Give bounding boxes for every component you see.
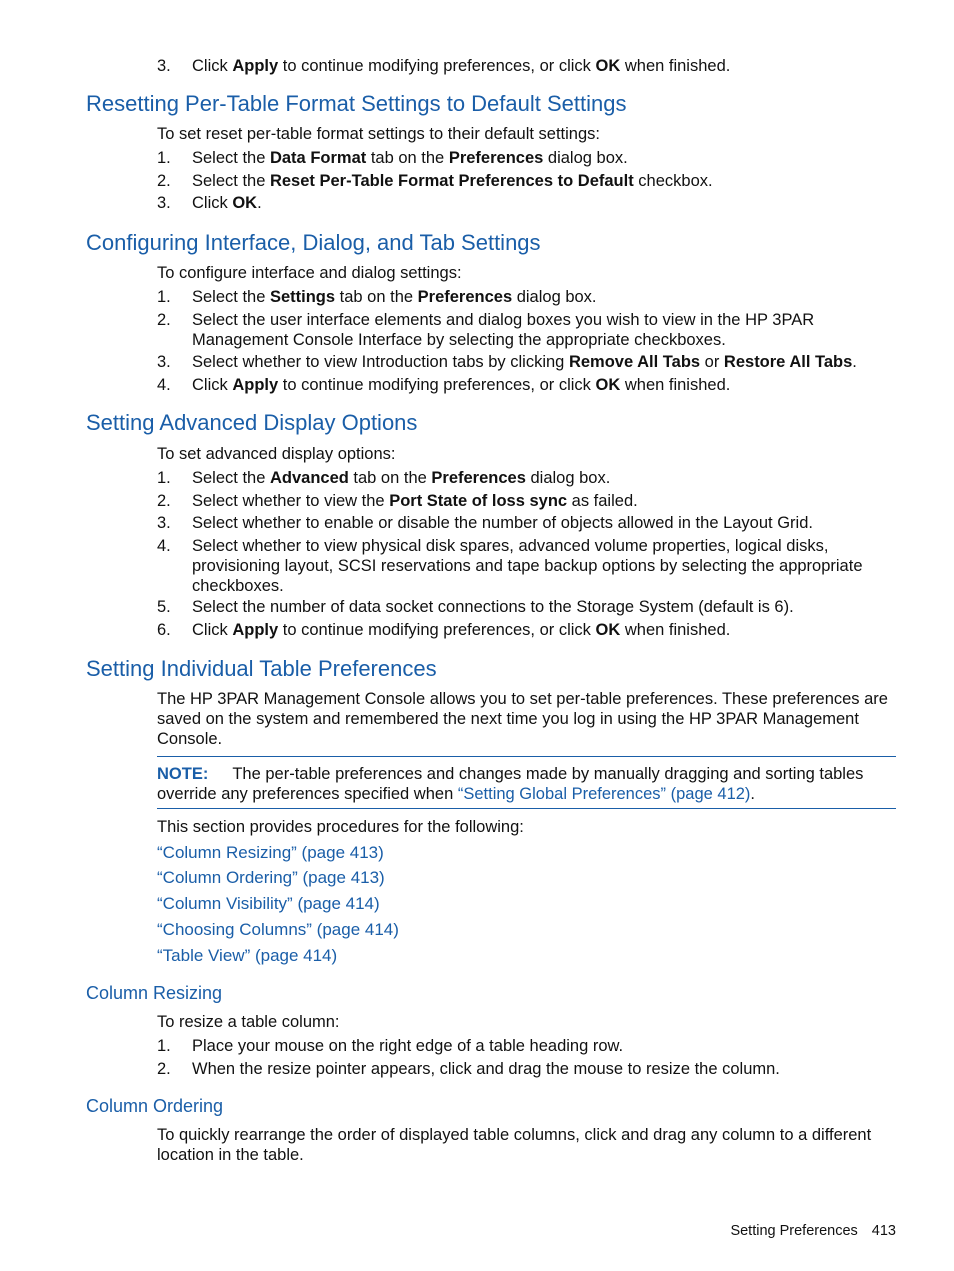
note-bottom-rule — [157, 808, 896, 809]
link-table-view[interactable]: “Table View” (page 414) — [157, 946, 338, 965]
subsection-heading-ordering: Column Ordering — [86, 1096, 224, 1116]
section-intro: To configure interface and dialog settings: — [157, 264, 462, 282]
link-column-ordering[interactable]: “Column Ordering” (page 413) — [157, 868, 385, 887]
list-item: 2. When the resize pointer appears, click and drag the mouse to resize the column. — [157, 1060, 780, 1078]
note-top-rule — [157, 756, 896, 757]
section-intro: To resize a table column: — [157, 1013, 340, 1031]
link-choosing-columns[interactable]: “Choosing Columns” (page 414) — [157, 920, 399, 939]
list-item: 5. Select the number of data socket connections to the Storage System (default is 6). — [157, 598, 794, 616]
section-heading-interface: Configuring Interface, Dialog, and Tab Settings — [86, 230, 541, 255]
note-label: NOTE: — [157, 765, 209, 783]
section-paragraph: The HP 3PAR Management Console allows you to set per-table preferences. These preferences are saved on the system and remembered the next time you log in using the HP 3PAR Management Console. — [157, 690, 888, 748]
list-item: 4. Select whether to view physical disk spares, advanced volume properties, logical disks, provisioning layout, SCSI reservations and tape backup options by selecting the appropriate checkboxes. — [157, 537, 863, 595]
list-item: 2. Select the Reset Per-Table Format Preferences to Default checkbox. — [157, 172, 713, 190]
list-item: 3. Click OK. — [157, 194, 262, 212]
section-intro: This section provides procedures for the following: — [157, 818, 524, 836]
footer-section-title: Setting Preferences — [730, 1223, 858, 1239]
list-item: 4. Click Apply to continue modifying preferences, or click OK when finished. — [157, 376, 731, 394]
note-box: NOTE: The per-table preferences and changes made by manually dragging and sorting tables override any preferences specified when “Setting Global Preferences” (page 412). — [157, 765, 864, 803]
page-number: 413 — [871, 1223, 896, 1239]
section-heading-individual: Setting Individual Table Preferences — [86, 656, 437, 681]
list-item: 1. Place your mouse on the right edge of a table heading row. — [157, 1037, 624, 1055]
list-item: 3. Select whether to enable or disable the number of objects allowed in the Layout Grid. — [157, 514, 813, 532]
list-item: 1. Select the Advanced tab on the Preferences dialog box. — [157, 469, 611, 487]
list-item: 2. Select the user interface elements and dialog boxes you wish to view in the HP 3PAR Management Console Interface by selecting the appropriate checkboxes. — [157, 311, 815, 349]
section-paragraph: To quickly rearrange the order of displayed table columns, click and drag any column to a different location in the table. — [157, 1126, 872, 1164]
link-setting-global-preferences[interactable]: “Setting Global Preferences” (page 412) — [457, 785, 751, 803]
section-heading-advanced: Setting Advanced Display Options — [86, 410, 418, 435]
list-item: 6. Click Apply to continue modifying preferences, or click OK when finished. — [157, 621, 731, 639]
list-item: 3. Select whether to view Introduction tabs by clicking Remove All Tabs or Restore All Tabs. — [157, 353, 857, 371]
list-item: 1. Select the Data Format tab on the Preferences dialog box. — [157, 149, 628, 167]
section-intro: To set reset per-table format settings to their default settings: — [157, 125, 600, 143]
section-heading-reset: Resetting Per-Table Format Settings to Default Settings — [86, 91, 627, 116]
page-footer — [730, 1222, 896, 1240]
link-column-resizing[interactable]: “Column Resizing” (page 413) — [157, 843, 384, 862]
list-item: 1. Select the Settings tab on the Preferences dialog box. — [157, 288, 597, 306]
list-item: 2. Select whether to view the Port State of loss sync as failed. — [157, 492, 638, 510]
section-intro: To set advanced display options: — [157, 445, 396, 463]
link-column-visibility[interactable]: “Column Visibility” (page 414) — [157, 894, 380, 913]
subsection-heading-resizing: Column Resizing — [86, 983, 223, 1003]
list-item: 3. Click Apply to continue modifying preferences, or click OK when finished. — [157, 57, 731, 75]
